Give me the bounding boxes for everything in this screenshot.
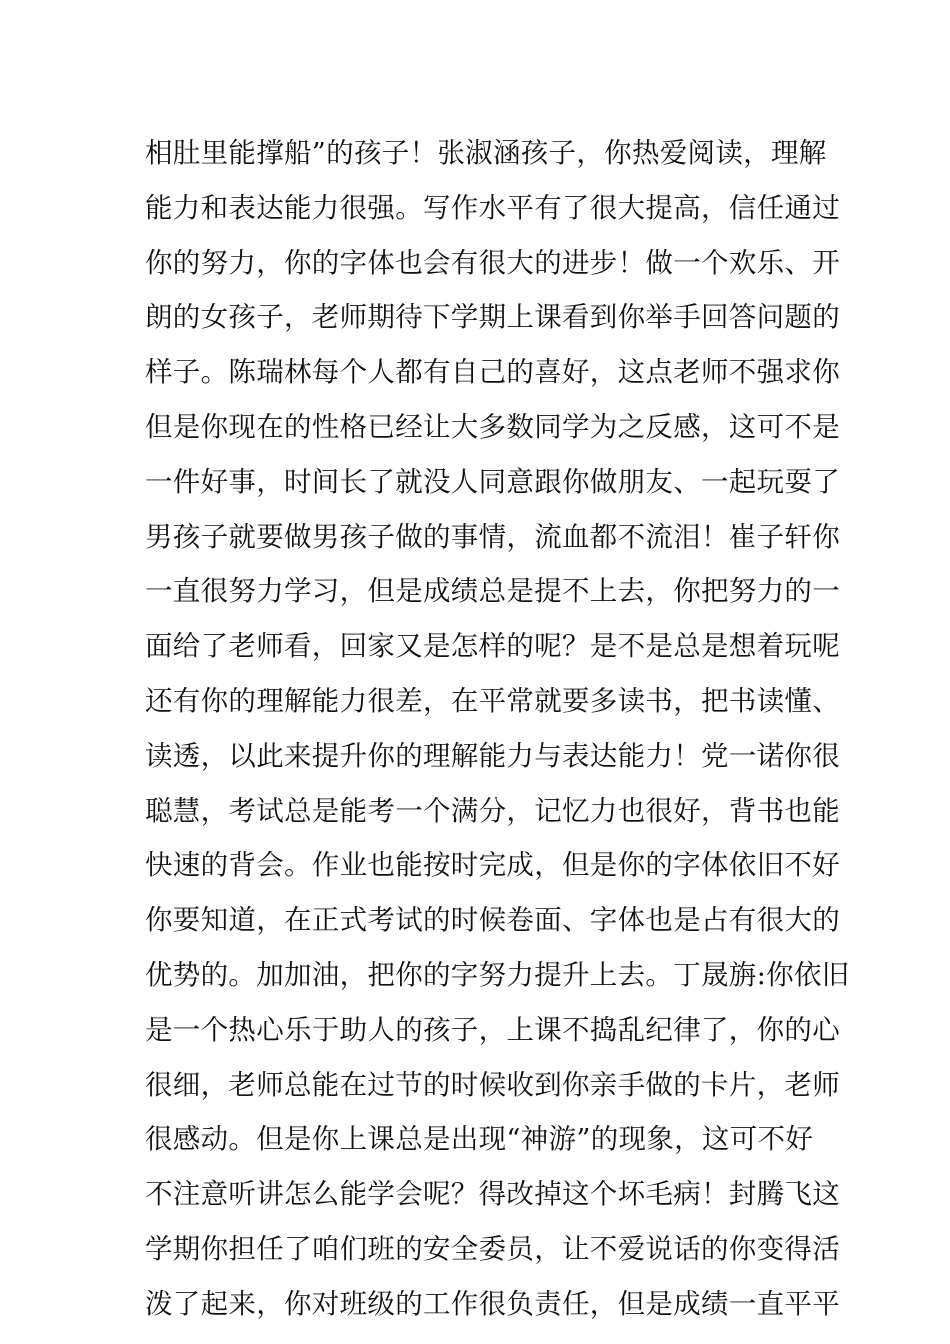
text-line: 快速的背会。作业也能按时完成，但是你的字体依旧不好 <box>145 849 840 882</box>
text-line: 你要知道，在正式考试的时候卷面、字体也是占有很大的 <box>145 904 840 937</box>
text-line: 还有你的理解能力很差，在平常就要多读书，把书读懂、 <box>145 684 840 717</box>
text-line: 聪慧，考试总是能考一个满分，记忆力也很好，背书也能 <box>145 794 840 827</box>
text-line: 读透，以此来提升你的理解能力与表达能力！党一诺你很 <box>145 739 840 772</box>
text-line: 很感动。但是你上课总是出现“神游”的现象，这可不好 <box>145 1123 814 1156</box>
body-text <box>145 126 850 1332</box>
text-line: 是一个热心乐于助人的孩子，上课不捣乱纪律了，你的心 <box>145 1013 840 1046</box>
text-line: 但是你现在的性格已经让大多数同学为之反感，这可不是 <box>145 410 840 443</box>
text-line: 一件好事，时间长了就没人同意跟你做朋友、一起玩耍了 <box>145 465 840 498</box>
text-line: 能力和表达能力很强。写作水平有了很大提高，信任通过 <box>145 191 840 224</box>
text-line: 泼了起来，你对班级的工作很负责任，但是成绩一直平平 <box>145 1287 840 1320</box>
text-line: 不注意听讲怎么能学会呢？得改掉这个坏毛病！封腾飞这 <box>145 1178 840 1211</box>
text-line: 很细，老师总能在过节的时候收到你亲手做的卡片，老师 <box>145 1068 840 1101</box>
text-line: 朗的女孩子，老师期待下学期上课看到你举手回答问题的 <box>145 301 840 334</box>
text-line: 学期你担任了咱们班的安全委员，让不爱说话的你变得活 <box>145 1232 840 1265</box>
text-line: 你的努力，你的字体也会有很大的进步！做一个欢乐、开 <box>145 246 840 279</box>
text-line: 男孩子就要做男孩子做的事情，流血都不流泪！崔子轩你 <box>145 520 840 553</box>
text-line: 相肚里能撑船”的孩子！张淑涵孩子，你热爱阅读，理解 <box>145 137 827 169</box>
text-line: 一直很努力学习，但是成绩总是提不上去，你把努力的一 <box>145 575 840 608</box>
text-line: 样子。陈瑞林每个人都有自己的喜好，这点老师不强求你 <box>145 356 840 389</box>
text-line: 面给了老师看，回家又是怎样的呢？是不是总是想着玩呢 <box>145 630 840 663</box>
text-line: 优势的。加加油，把你的字努力提升上去。丁晟旃:你依旧 <box>145 958 850 991</box>
